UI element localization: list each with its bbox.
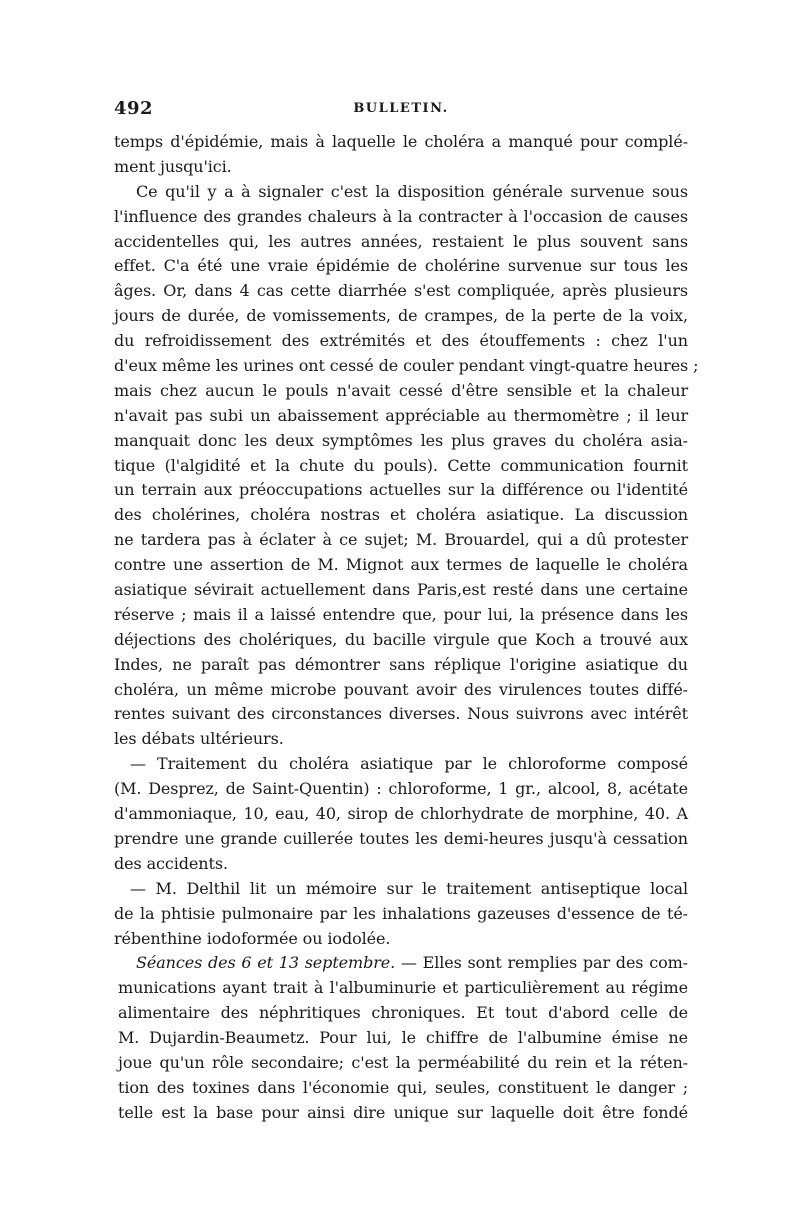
text-line: rébenthine iodoformée ou iodolée. [114, 928, 391, 948]
text-line: rentes suivant des circonstances diverses. Nous suivrons avec intérêt [114, 704, 688, 724]
paragraph-5 [114, 951, 688, 1125]
text-line: l'influence des grandes chaleurs à la contracter à l'occasion de causes [114, 206, 688, 226]
book-page [114, 98, 699, 1126]
text-line: des cholérines, choléra nostras et choléra asiatique. La discussion [114, 505, 688, 525]
text-line: mais chez aucun le pouls n'avait cessé d'être sensible et la chaleur [114, 380, 688, 400]
text-line: — M. Delthil lit un mémoire sur le traitement antiseptique local [130, 878, 688, 898]
paragraph-3 [114, 752, 688, 876]
text-line: réserve ; mais il a laissé entendre que, pour lui, la présence dans les [114, 604, 688, 624]
text-line: du refroidissement des extrémités et des étouffements : chez l'un [114, 331, 688, 351]
text-line: alimentaire des néphritiques chroniques. Et tout d'abord celle de [118, 1003, 688, 1023]
text-line: ment jusqu'ici. [114, 156, 232, 176]
text-line: effet. C'a été une vraie épidémie de cholérine survenue sur tous les [114, 256, 688, 276]
page-number: 492 [114, 98, 154, 119]
paragraph-4 [114, 877, 688, 952]
text-line: jours de durée, de vomissements, de crampes, de la perte de la voix, [114, 306, 688, 326]
text-line: prendre une grande cuillerée toutes les demi-heures jusqu'à cessation [114, 828, 688, 848]
text-line: tique (l'algidité et la chute du pouls). Cette communication fournit [114, 455, 688, 475]
text-line: contre une assertion de M. Mignot aux termes de laquelle le choléra [114, 555, 688, 575]
text-line: — Traitement du choléra asiatique par le chloroforme composé [130, 754, 688, 774]
text-line: de la phtisie pulmonaire par les inhalations gazeuses d'essence de té- [114, 903, 688, 923]
session-heading: Séances des 6 et 13 septembre. [136, 953, 396, 973]
paragraph-2 [114, 180, 699, 752]
text-line: d'eux même les urines ont cessé de couler pendant vingt-quatre heures ; [114, 356, 699, 376]
text-line: d'ammoniaque, 10, eau, 40, sirop de chlorhydrate de morphine, 40. A [114, 804, 688, 824]
text-line: M. Dujardin-Beaumetz. Pour lui, le chiffre de l'albumine émise ne [118, 1028, 688, 1048]
text-line: (M. Desprez, de Saint-Quentin) : chloroforme, 1 gr., alcool, 8, acétate [114, 779, 688, 799]
text-line: joue qu'un rôle secondaire; c'est la perméabilité du rein et la réten- [118, 1052, 688, 1072]
text-line [114, 951, 688, 976]
text-line: n'avait pas subi un abaissement appréciable au thermomètre ; il leur [114, 405, 688, 425]
text-line: asiatique sévirait actuellement dans Paris,est resté dans une certaine [114, 580, 688, 600]
text-line: âges. Or, dans 4 cas cette diarrhée s'est compliquée, après plusieurs [114, 281, 688, 301]
text-line: les débats ultérieurs. [114, 729, 284, 749]
text-line: des accidents. [114, 853, 228, 873]
text-line: déjections des cholériques, du bacille virgule que Koch a trouvé aux [114, 629, 688, 649]
text-line: manquait donc les deux symptômes les plus graves du choléra asia- [114, 430, 688, 450]
paragraph-1 [114, 130, 688, 180]
text-line: Ce qu'il y a à signaler c'est la disposition générale survenue sous [136, 181, 688, 201]
text-line: accidentelles qui, les autres années, restaient le plus souvent sans [114, 231, 688, 251]
page-header [114, 98, 688, 128]
text-line: munications ayant trait à l'albuminurie et particulièrement au régime [118, 978, 688, 998]
running-head: BULLETIN. [353, 101, 449, 116]
text-line: Indes, ne paraît pas démontrer sans réplique l'origine asiatique du [114, 654, 688, 674]
text-line: ne tardera pas à éclater à ce sujet; M. Brouardel, qui a dû protester [114, 530, 688, 550]
text-line: un terrain aux préoccupations actuelles sur la différence ou l'identité [114, 480, 688, 500]
text-line: telle est la base pour ainsi dire unique sur laquelle doit être fondé [118, 1102, 688, 1122]
text-line: temps d'épidémie, mais à laquelle le choléra a manqué pour complé- [114, 132, 688, 151]
text-line: tion des toxines dans l'économie qui, seules, constituent le danger ; [118, 1077, 688, 1097]
session-heading-rest: — Elles sont remplies par des com- [395, 953, 688, 973]
text-line: choléra, un même microbe pouvant avoir des virulences toutes diffé- [114, 679, 688, 699]
